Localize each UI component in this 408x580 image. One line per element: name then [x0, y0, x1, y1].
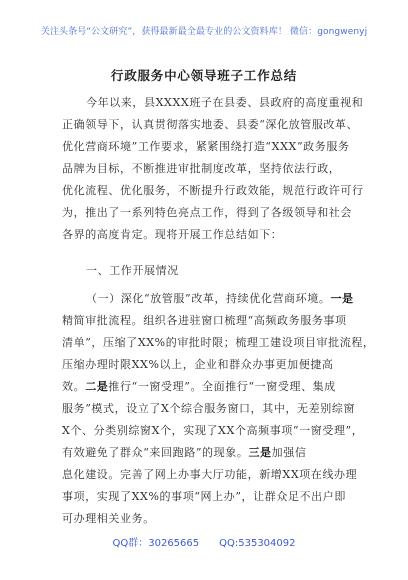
qq-group-number: QQ群：30265665: [112, 538, 200, 549]
footer-contact: [0, 534, 408, 549]
intro-line: 今年以来，县XXXX班子在县委、县政府的高度重视和: [86, 96, 364, 109]
paragraph-line: 事项，实现了XX%的事项“网上办”，让群众足不出户即: [62, 490, 346, 503]
intro-paragraph: [62, 92, 364, 246]
paragraph-line: 服务”模式，设立了X个综合服务窗口，其中，无差别综窗: [62, 402, 356, 415]
subsection-1-lead: （一）深化“放管服”改革，持续优化营商环境。: [86, 292, 331, 305]
paragraph-line: 清单”，压缩了XX%的审批时限；梳理工建设项目审批流程，: [62, 336, 375, 349]
ordinal-marker: 一是: [330, 292, 354, 305]
paragraph-line: [62, 376, 354, 398]
intro-line: 优化流程、优化服务，不断提升行政效能，规范行政许可行: [62, 184, 364, 197]
document-title: 行政服务中心领导班子工作总结: [110, 68, 298, 83]
text-run: 有效避免了群众“来回跑路”的现象。: [62, 446, 249, 459]
text-run: 推行“一窗受理”。全面推行“一窗受理、集成: [108, 380, 336, 393]
intro-line: 品牌为目标，不断推进审批制度改革，坚持依法行政，: [62, 162, 341, 175]
paragraph-line: [62, 442, 354, 464]
text-run: 效。: [62, 380, 86, 393]
paragraph-line: 息化建设。完善了网上办事大厅功能，新增XX项在线办理: [62, 468, 358, 481]
paragraph-line: 精简审批流程。组织各进驻窗口梳理“高频政务服务事项: [62, 314, 347, 327]
intro-line: 正确领导下，认真贯彻落实地委、县委“深化放管服改革、: [62, 118, 359, 131]
intro-line: 各界的高度肯定。现将开展工作总结如下：: [62, 228, 283, 241]
paragraph-line: 可办理相关业务。: [62, 512, 155, 525]
ordinal-marker: 二是: [85, 380, 109, 393]
qq-number: QQ:535304092: [219, 538, 296, 549]
intro-line: 优化营商环境”工作要求，紧紧围绕打造“XXX”政务服务: [62, 140, 350, 153]
text-run: 加强信: [271, 446, 307, 459]
paragraph-line: X个、分类别综窗X个，实现了XX个高频事项“一窗受理”，: [62, 424, 364, 437]
ordinal-marker: 三是: [248, 446, 272, 459]
intro-line: 为，推出了一系列特色亮点工作，得到了各级领导和社会: [62, 206, 352, 219]
section-heading: 一、工作开展情况: [86, 264, 179, 277]
header-promo-banner: 关注头条号“公文研究”，获得最新最全最专业的公文资料库！ 微信：gongwenyj: [40, 27, 368, 37]
paragraph-line: 压缩办理时限XX%以上，企业和群众办事更加便捷高: [62, 358, 334, 371]
subsection-1-paragraph: [62, 288, 375, 530]
paragraph-line: [62, 288, 354, 310]
